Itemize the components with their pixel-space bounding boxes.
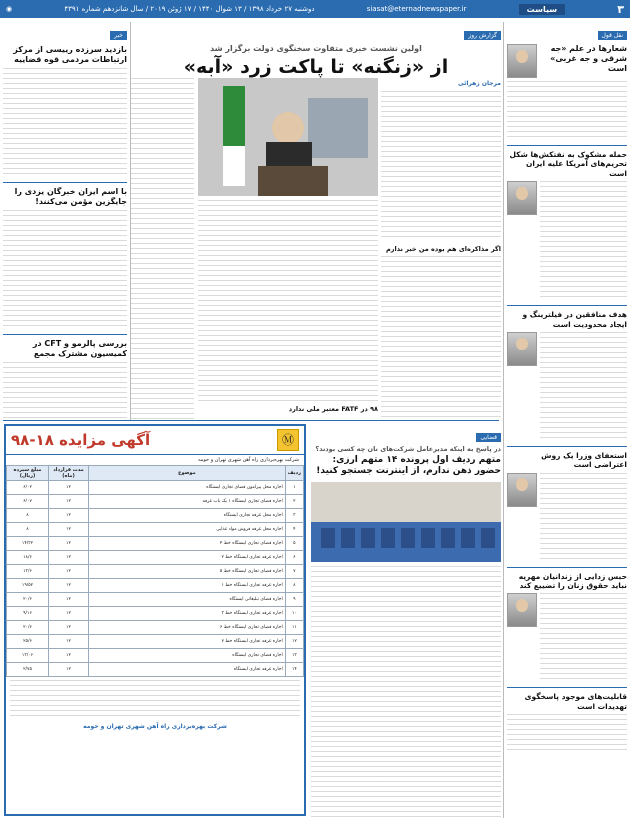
table-cell: اجاره غرفه تجاری ایستگاه خط ۷	[89, 635, 286, 649]
table-cell: اجاره فضای تجاری ایستگاه خط ۵	[89, 565, 286, 579]
table-header-row	[7, 466, 304, 481]
courtroom-illustration	[311, 482, 501, 562]
table-cell: اجاره غرفه تجاری ایستگاه خط ۱	[89, 579, 286, 593]
table-cell: ۱۳/۶	[7, 565, 49, 579]
table-cell: ۶	[285, 551, 303, 565]
quote-title: استعفای وزرا یک روش اعتراضی است	[541, 450, 627, 470]
table-cell: ۱۲	[49, 565, 89, 579]
col-header: ردیف	[285, 466, 303, 481]
table-cell: ۷	[285, 565, 303, 579]
portrait-photo	[507, 181, 537, 215]
table-cell: ۱۲	[285, 635, 303, 649]
table-cell: اجاره فضای تجاری ایستگاه خط ۶	[89, 621, 286, 635]
table-cell: ۱	[285, 481, 303, 495]
ad-conditions-text	[10, 680, 300, 720]
table-cell: ۱۲	[49, 509, 89, 523]
portrait-photo	[507, 593, 537, 627]
table-cell: ۱۰	[285, 607, 303, 621]
court-label: قضایی	[476, 433, 501, 442]
ad-org: شرکت بهره‌برداری راه آهن شهری تهران و حومه	[198, 457, 299, 463]
table-cell: ۱۲	[49, 551, 89, 565]
table-cell: ۱۲	[49, 621, 89, 635]
metro-logo-icon: Ⓜ	[277, 429, 299, 451]
table-cell: ۱۲	[49, 607, 89, 621]
quote-title: حمله مشکوک به نفتکش‌ها شکل تحریم‌های آمریکا علیه ایران است	[509, 150, 627, 178]
lead-text	[381, 256, 501, 420]
quote-title: قابلیت‌های موجود پاسخگوی تهدیدات است	[524, 692, 627, 711]
news-text	[3, 210, 127, 330]
speaker-illustration	[198, 78, 378, 196]
lead-byline-column	[381, 80, 501, 420]
table-cell: ۸	[285, 579, 303, 593]
table-row	[7, 495, 304, 509]
table-cell: اجاره فضای تجاری ایستگاه خط ۴	[89, 537, 286, 551]
news-text	[3, 68, 127, 178]
table-cell: ۱۲	[49, 537, 89, 551]
table-row	[7, 621, 304, 635]
table-row	[7, 523, 304, 537]
date-line: دوشنبه ۲۷ خرداد ۱۳۹۸ / ۱۳ شوال ۱۴۴۰ / ۱۷ ژوئن ۲۰۱۹ / سال شانزدهم شماره ۴۳۹۱	[64, 5, 315, 13]
table-cell: ۱۴	[285, 663, 303, 677]
news-title: بررسی پالرمو و CFT در کمیسیون مشترک مجمع	[32, 339, 127, 358]
court-headline: متهم ردیف اول پرونده ۱۴ متهم ارزی: حضور ذهن ندارم، از اینترنت جستجو کنید!	[316, 455, 501, 477]
left-column	[3, 22, 127, 420]
col-header: مدت قرارداد (ماه)	[49, 466, 89, 481]
quote-title: هدف منافقین در فیلترینگ و ایجاد محدودیت است	[522, 310, 627, 329]
table-cell: ۲	[285, 495, 303, 509]
table-cell: ۱۹/۵۲	[7, 579, 49, 593]
section-email[interactable]: siasat@eternadnewspaper.ir	[366, 5, 467, 13]
lead-subhead: ۹۸ در FATF معتبر ملی ندارد	[288, 405, 378, 413]
news-title: بازدید سرزده رییسی از مرکز ارتباطات مردمی قوه قضاییه	[13, 45, 127, 64]
quote-text	[540, 181, 627, 301]
table-cell: اجاره غرفه تجاری ایستگاه	[89, 663, 286, 677]
table-row	[7, 593, 304, 607]
table-row	[7, 649, 304, 663]
quote-text	[507, 714, 627, 754]
table-row	[7, 607, 304, 621]
quote-text	[540, 473, 627, 563]
quote-text	[507, 81, 627, 141]
table-cell: ۲/۷۵	[7, 663, 49, 677]
table-cell: ۸	[7, 509, 49, 523]
lead-text	[130, 78, 194, 420]
tender-table	[6, 465, 304, 677]
lead-label: گزارش روز	[464, 31, 501, 40]
court-text	[311, 566, 501, 818]
table-row	[7, 635, 304, 649]
table-cell: ۱۳/۰۶	[7, 649, 49, 663]
table-cell: ۶/۰۲	[7, 481, 49, 495]
tender-ad	[4, 424, 306, 816]
lead-text	[198, 200, 378, 405]
news-text	[3, 362, 127, 420]
quote-title: شعارها در علم «جه شرقی و جه غربی» است	[550, 44, 627, 73]
lead-text-left	[198, 200, 378, 420]
table-row	[7, 565, 304, 579]
section-title: سیاست	[519, 4, 565, 15]
quote-title: حبس زدایی از زندانیان مهریه نباید حقوق زنان را تضییع کند	[518, 571, 627, 590]
table-cell: ۱۴/۳۲	[7, 537, 49, 551]
lead-kicker: اولین نشست خبری متفاوت سخنگوی دولت برگزار شد	[210, 44, 422, 53]
table-cell: ۱۲	[49, 663, 89, 677]
press-conference-photo	[198, 78, 378, 196]
portrait-photo	[507, 332, 537, 366]
table-row	[7, 551, 304, 565]
col-header: موضوع	[89, 466, 286, 481]
table-cell: ۱۲	[49, 495, 89, 509]
lead-subhead: اگر مذاکره‌ای هم بوده من خبر ندارم	[386, 244, 501, 253]
table-cell: ۱۲	[49, 523, 89, 537]
lead-byline: مرجان زهرائی	[458, 80, 501, 87]
table-cell: ۲۰/۶	[7, 593, 49, 607]
table-cell: اجاره محل غرفه تجاری ایستگاه	[89, 509, 286, 523]
portrait-photo	[507, 473, 537, 507]
table-row	[7, 663, 304, 677]
table-cell: ۱۱	[285, 621, 303, 635]
news-title: با اسم ایران خبرگان یزدی را جایگزین مؤمن می‌کنند!	[14, 187, 127, 206]
table-cell: ۲۵/۶	[7, 635, 49, 649]
table-cell: اجاره محل پیرامون فضای تجاری ایستگاه	[89, 481, 286, 495]
table-cell: ۳	[285, 509, 303, 523]
courtroom-photo	[311, 482, 501, 562]
lead-headline: از «زنگنه» تا پاکت زرد «آبه»	[183, 56, 449, 78]
table-cell: اجاره غرفه تجاری ایستگاه خط ۲	[89, 551, 286, 565]
right-column-label: نقل قول	[598, 31, 627, 40]
table-cell: ۱۲	[49, 593, 89, 607]
table-row	[7, 481, 304, 495]
ad-headline: آگهی مزایده ۱۸-۹۸	[11, 430, 151, 449]
col-header: مبلغ سپرده (ریال)	[7, 466, 49, 481]
left-column-label: خبر	[110, 31, 127, 40]
table-cell: ۱۲	[49, 635, 89, 649]
page-number: ۳	[617, 2, 624, 16]
table-cell: اجاره غرفه تجاری ایستگاه خط ۳	[89, 607, 286, 621]
table-cell: ۶/۰۷	[7, 495, 49, 509]
right-column	[507, 22, 627, 818]
table-cell: ۱۲	[49, 649, 89, 663]
page-header	[0, 0, 630, 18]
table-row	[7, 579, 304, 593]
lead-text-far	[130, 78, 194, 420]
table-cell: ۱۲	[49, 579, 89, 593]
table-cell: ۱۸/۶	[7, 551, 49, 565]
table-cell: اجاره فضای تجاری ایستگاه ۱ یک باب غرفه	[89, 495, 286, 509]
table-cell: اجاره فضای تبلیغاتی ایستگاه	[89, 593, 286, 607]
court-story	[311, 424, 501, 818]
table-cell: ۱۳	[285, 649, 303, 663]
table-cell: ۲۰/۶	[7, 621, 49, 635]
ad-footer: شرکت بهره‌برداری راه آهن شهری تهران و حومه	[83, 723, 227, 730]
table-cell: ۴	[285, 523, 303, 537]
table-cell: ۹/۱۶	[7, 607, 49, 621]
table-row	[7, 509, 304, 523]
quote-text	[540, 593, 627, 683]
table-cell: ۸	[7, 523, 49, 537]
table-row	[7, 537, 304, 551]
table-cell: اجاره محل غرفه فروش مواد غذایی	[89, 523, 286, 537]
quote-text	[540, 332, 627, 442]
portrait-photo	[507, 44, 537, 78]
table-cell: ۵	[285, 537, 303, 551]
table-cell: ۹	[285, 593, 303, 607]
court-kicker: در پاسخ به اینکه مدیرعامل شرکت‌های نان چه کسی بودند؟	[315, 445, 501, 453]
lead-text	[381, 91, 501, 241]
table-cell: اجاره فضای تجاری ایستگاه	[89, 649, 286, 663]
logo-icon: ◉	[6, 5, 13, 13]
table-cell: ۱۲	[49, 481, 89, 495]
